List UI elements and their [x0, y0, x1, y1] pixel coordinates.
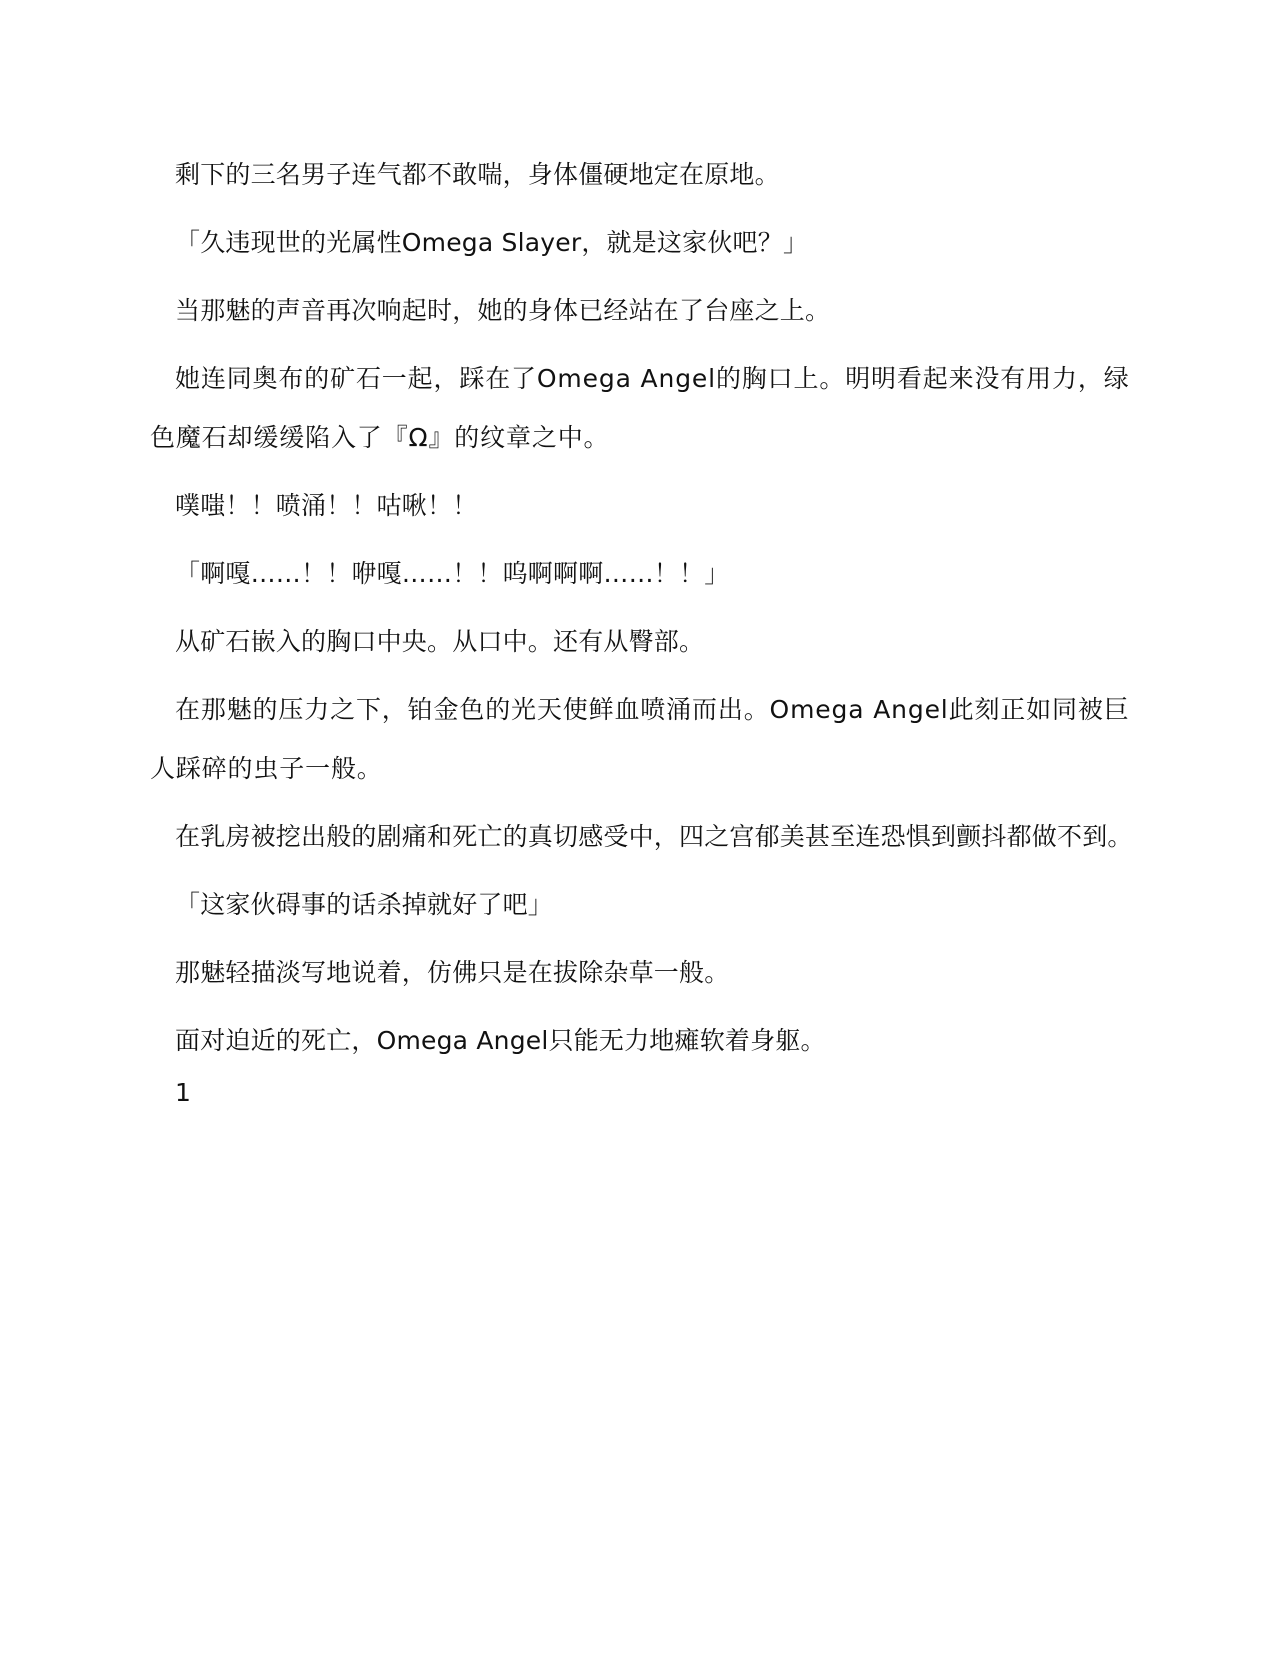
paragraph: 剩下的三名男子连气都不敢喘，身体僵硬地定在原地。: [175, 160, 780, 189]
paragraph: 「久违现世的光属性Omega Slayer，就是这家伙吧？」: [175, 228, 809, 257]
paragraph: 在那魅的压力之下，铂金色的光天使鲜血喷涌而出。Omega Angel此刻正如同被巨人踩碎的虫子一般。: [150, 695, 1130, 783]
text-body: [150, 145, 1135, 1079]
page-number: 1: [175, 1078, 191, 1107]
paragraph: 从矿石嵌入的胸口中央。从口中。还有从臀部。: [175, 627, 705, 656]
paragraph: 当那魅的声音再次响起时，她的身体已经站在了台座之上。: [175, 296, 831, 325]
paragraph: 噗嗤！！喷涌！！咕啾！！: [175, 491, 478, 520]
paragraph: 面对迫近的死亡，Omega Angel只能无力地瘫软着身躯。: [175, 1026, 826, 1055]
paragraph: 在乳房被挖出般的剧痛和死亡的真切感受中，四之宫郁美甚至连恐惧到颤抖都做不到。: [175, 822, 1133, 851]
paragraph: 「啊嘎……！！咿嘎……！！呜啊啊啊……！！」: [175, 559, 730, 588]
paragraph: 「这家伙碍事的话杀掉就好了吧」: [175, 890, 554, 919]
paragraph: 那魅轻描淡写地说着，仿佛只是在拔除杂草一般。: [175, 958, 730, 987]
paragraph: 她连同奥布的矿石一起，踩在了Omega Angel的胸口上。明明看起来没有用力，绿色魔石却缓缓陷入了『Ω』的纹章之中。: [150, 364, 1130, 452]
